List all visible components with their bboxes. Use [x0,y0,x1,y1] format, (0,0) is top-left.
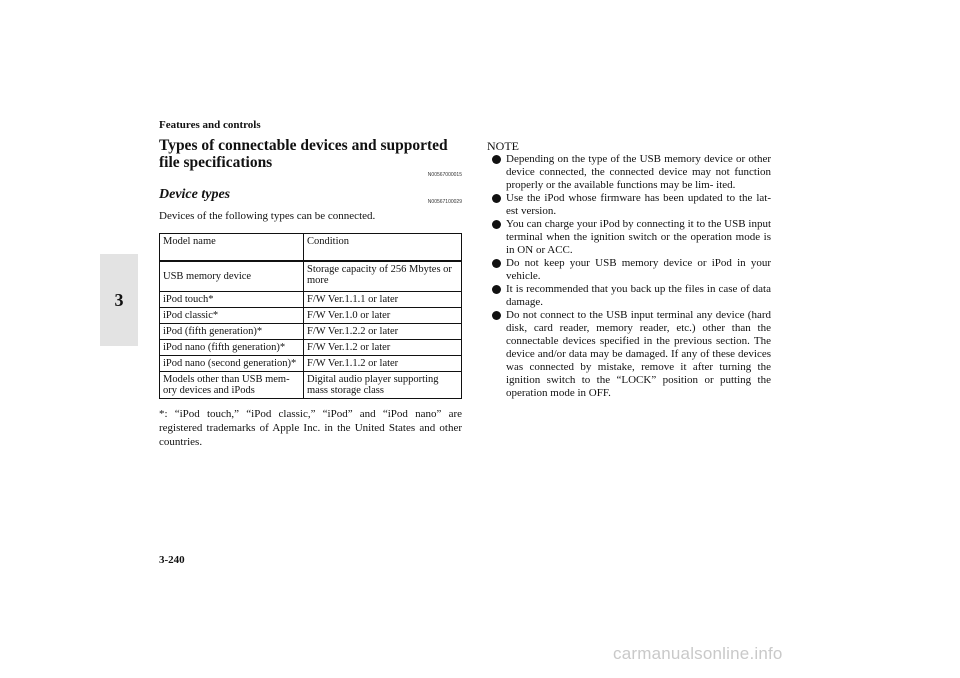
table-cell-condition: F/W Ver.1.1.2 or later [304,355,462,371]
note-label: NOTE [487,139,519,153]
note-text: It is recommended that you back up the files in case of data damage. [506,283,771,308]
note-text: Do not connect to the USB input terminal any device (hard disk, card reader, memory reader, etc.) other than the connectable devices specified in the previous section. The device and/or data may be damaged. If any of these devices was connected by mistake, remove it after turning the ignition switch to the “LOCK” position or putting the operation mode in OFF. [506,309,771,399]
table-cell-model: iPod touch* [160,291,304,307]
list-item [487,283,771,309]
list-item [487,218,771,257]
bullet-icon [492,220,501,229]
table-row [160,355,462,371]
table-cell-condition: F/W Ver.1.2.2 or later [304,323,462,339]
bullet-icon [492,259,501,268]
table-row [160,307,462,323]
intro-text: Devices of the following types can be connected. [159,210,376,222]
table-cell-model: iPod classic* [160,307,304,323]
bullet-icon [492,155,501,164]
list-item [487,257,771,283]
table-header-row [160,234,462,262]
table-row [160,339,462,355]
table-cell-model: USB memory device [160,261,304,291]
table-row [160,323,462,339]
table-cell-condition: F/W Ver.1.1.1 or later [304,291,462,307]
main-content [159,137,462,449]
section-header: Features and controls [159,119,261,131]
list-item [487,153,771,192]
trademark-footnote: *: “iPod touch,” “iPod classic,” “iPod” and “iPod nano” are registered trademarks of Apple Inc. in the United States and other countries. [159,407,462,448]
table-row [160,291,462,307]
note-text: Depending on the type of the USB memory device or other device connected, the connected device may not function properly or the available functions may be lim- ited. [506,153,771,191]
title-code: N00567000015 [427,172,462,178]
list-item [487,309,771,400]
table-cell-model: iPod nano (second generation)* [160,355,304,371]
device-table [159,233,462,399]
note-text: Use the iPod whose firmware has been updated to the lat- est version. [506,192,771,217]
subtitle-code: N00567100029 [427,199,462,205]
page-number: 3-240 [159,554,185,566]
table-cell-condition: F/W Ver.1.0 or later [304,307,462,323]
table-cell-condition: Digital audio player supporting mass storage class [304,371,462,398]
note-text: You can charge your iPod by connecting it to the USB input terminal when the ignition switch or the operation mode is in ON or ACC. [506,218,771,256]
chapter-tab: 3 [100,254,138,346]
column-header-model: Model name [160,234,304,262]
note-text: Do not keep your USB memory device or iPod in your vehicle. [506,257,771,282]
note-section [487,140,771,400]
list-item [487,192,771,218]
column-header-condition: Condition [304,234,462,262]
table-cell-model: iPod (fifth generation)* [160,323,304,339]
table-row [160,371,462,398]
table-row [160,261,462,291]
table-cell-model: iPod nano (fifth generation)* [160,339,304,355]
watermark-link[interactable]: carmanualsonline.info [613,644,783,663]
bullet-icon [492,285,501,294]
note-list [487,153,771,400]
subtitle: Device types [159,187,231,202]
bullet-icon [492,311,501,320]
table-cell-condition: F/W Ver.1.2 or later [304,339,462,355]
page-title: Types of connectable devices and supported file specifications [159,137,448,171]
table-cell-condition: Storage capacity of 256 Mbytes or more [304,261,462,291]
table-cell-model: Models other than USB mem- ory devices and iPods [160,371,304,398]
bullet-icon [492,194,501,203]
